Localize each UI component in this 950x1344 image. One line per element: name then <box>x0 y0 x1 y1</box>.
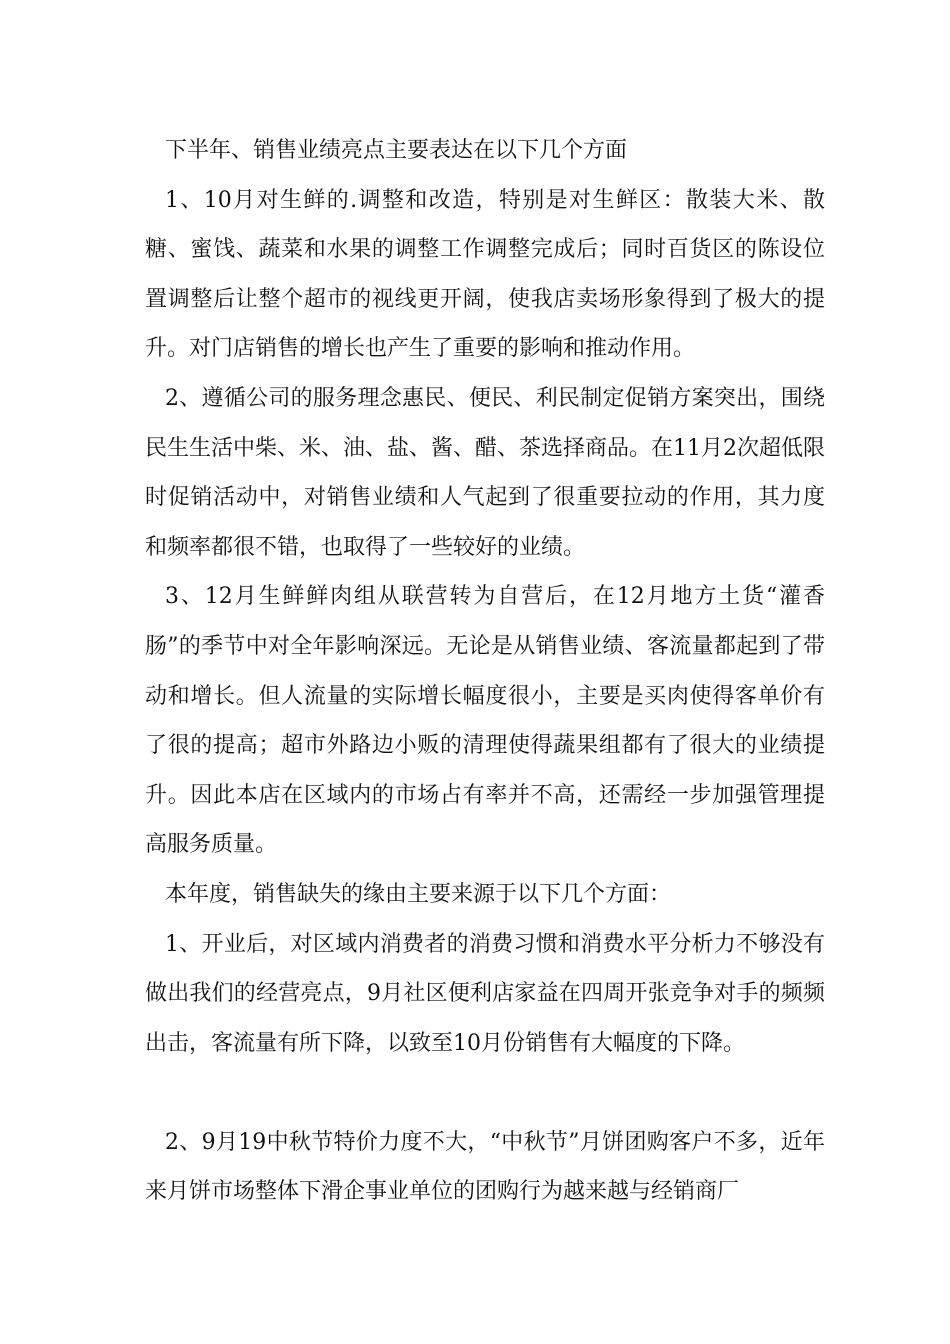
paragraph-shortfall-intro: 本年度，销售缺失的缘由主要来源于以下几个方面： <box>165 881 672 907</box>
document-body <box>145 126 825 1217</box>
paragraph-highlight-3: 3、12月生鲜鲜肉组从联营转为自营后，在12月地方土货“灌香肠”的季节中对全年影响深远。无论是从销售业绩、客流量都起到了带动和增长。但人流量的实际增长幅度很小，主要是买肉使得客单价有了很的提高；超市外路边小贩的清理使得蔬果组都有了很大的业绩提升。因此本店在区域内的市场占有率并不高，还需经一步加强管理提高服务质量。 <box>145 584 825 858</box>
paragraph-highlights-intro: 下半年、销售业绩亮点主要表达在以下几个方面 <box>165 138 628 163</box>
paragraph-highlight-1: 1、10月对生鲜的.调整和改造，特别是对生鲜区：散装大米、散糖、蜜饯、蔬菜和水果的调整工作调整完成后；同时百货区的陈设位置调整后让整个超市的视线更开阔，使我店卖场形象得到了极大的提升。对门店销售的增长也产生了重要的影响和推动作用。 <box>145 187 825 362</box>
paragraph-shortfall-1: 1、开业后，对区域内消费者的消费习惯和消费水平分析力不够没有做出我们的经营亮点，9月社区便利店家益在四周开张竞争对手的频频出击，客流量有所下降，以致至10月份销售有大幅度的下降。 <box>145 931 825 1056</box>
paragraph-shortfall-2: 2、9月19中秋节特价力度不大，“中秋节”月饼团购客户不多，近年来月饼市场整体下滑企事业单位的团购行为越来越与经销商厂 <box>145 1129 825 1205</box>
paragraph-highlight-2: 2、遵循公司的服务理念惠民、便民、利民制定促销方案突出，围绕民生生活中柴、米、油、盐、酱、醋、茶选择商品。在11月2次超低限时促销活动中，对销售业绩和人气起到了很重要拉动的作用，其力度和频率都很不错，也取得了一些较好的业绩。 <box>145 385 825 560</box>
blank-line <box>145 1068 825 1118</box>
